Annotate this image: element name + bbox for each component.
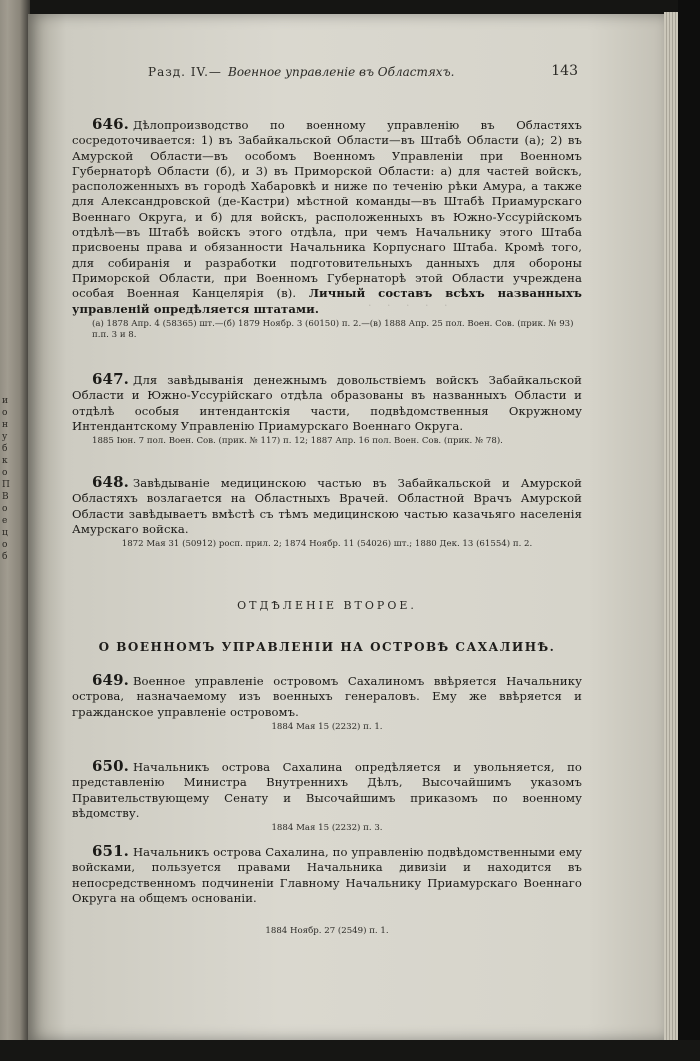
article-body: Начальникъ острова Сахалина опредѣляется и увольняется, по представленію Министра Внутреннихъ Дѣлъ, Высочайшимъ указомъ Правительствующему Сенату и Высочайшимъ приказомъ по военному вѣдомству. [72, 760, 582, 820]
facing-page-fragment: е [2, 516, 8, 526]
facing-page-fragment: о [2, 468, 8, 478]
running-head [148, 65, 578, 83]
page-number: 143 [551, 63, 578, 79]
facing-page-fragment: у [2, 432, 8, 442]
facing-page-fragment: к [2, 456, 8, 466]
article-number: 651. [92, 842, 129, 860]
article-text [72, 673, 582, 720]
background-bottom [0, 1040, 700, 1061]
article-text [72, 475, 582, 537]
facing-page-fragment: б [2, 444, 8, 454]
facing-page-fragment: о [2, 540, 8, 550]
running-head-section: Разд. IV.— [148, 65, 222, 79]
article-citation: 1884 Мая 15 (2232) п. 3. [271, 823, 383, 834]
article-number: 646. [92, 115, 129, 133]
facing-page-fragment: о [2, 408, 8, 418]
facing-page-fragment: П [2, 480, 10, 490]
article-648 [72, 475, 582, 550]
section-heading: О ВОЕННОМЪ УПРАВЛЕНІИ НА ОСТРОВѢ САХАЛИНѢ. [98, 640, 556, 654]
article-body: Для завѣдыванія денежнымъ довольствіемъ войскъ Забайкальской Области и Южно-Уссурійскаго отдѣла образованы въ названныхъ Области и отдѣлѣ особыя интендантскія части, подвѣдомственныя Окружному Интендантскому Управленію Приамурскаго Военнаго Округа. [72, 373, 582, 433]
article-text [72, 117, 582, 317]
article-body: Дѣлопроизводство по военному управленію въ Областяхъ сосредоточивается: 1) въ Забайкальской Области—въ Штабѣ Области (а); 2) въ Амурской Области—въ особомъ Военномъ Управленіи при Военномъ Губернаторѣ Области (б), и 3) въ Приморской Области: а) для частей войскъ, расположенныхъ въ городѣ Хабаровкѣ и ниже по теченію рѣки Амура, а также для Александровской (де-Кастри) мѣстной команды—въ Штабѣ Приамурскаго Военнаго Округа, и б) для войскъ, расположенныхъ въ Южно-Уссурійскомъ отдѣлѣ—въ Штабѣ войскъ этого отдѣла, при чемъ Начальнику этого Штаба присвоены права и обязанности Начальника Корпуснаго Штаба. Кромѣ того, для собиранія и разработки подготовительныхъ данныхъ для обороны Приморской Области, при Военномъ Губернаторѣ этой Области учреждена особая Военная Канцелярія (в). [72, 118, 582, 301]
division-heading: ОТДѢЛЕНІЕ ВТОРОЕ. [237, 599, 417, 612]
article-text [72, 372, 582, 434]
article-647 [72, 372, 582, 447]
article-651 [72, 844, 582, 937]
article-number: 647. [92, 370, 129, 388]
page-content [28, 14, 664, 1040]
show-through-text: · · · · · [368, 299, 454, 312]
facing-page-edge [0, 0, 30, 1061]
article-citation: 1872 Мая 31 (50912) росп. прил. 2; 1874 Ноябр. 11 (54026) шт.; 1880 Дек. 13 (61554) п. 2. [121, 539, 533, 550]
article-number: 648. [92, 473, 129, 491]
article-body: Военное управленіе островомъ Сахалиномъ ввѣряется Начальнику острова, назначаемому изъ военныхъ генераловъ. Ему же ввѣряется и гражданское управленіе островомъ. [72, 674, 582, 719]
facing-page-fragment: б [2, 552, 8, 562]
article-citation: (а) 1878 Апр. 4 (58365) шт.—(б) 1879 Ноябр. 3 (60150) п. 2.—(в) 1888 Апр. 25 пол. Воен. Сов. (прик. № 93) п.п. 3 и 8. [92, 318, 574, 340]
article-citation: 1884 Мая 15 (2232) п. 1. [271, 721, 383, 732]
book-page [28, 14, 664, 1040]
article-body: Начальникъ острова Сахалина, по управленію подвѣдомственными ему войсками, пользуется правами Начальника дивизіи и находится въ непосредственномъ подчиненіи Главному Начальнику Приамурскаго Военнаго Округа на общемъ основаніи. [72, 845, 582, 905]
running-head-title: Военное управленіе въ Областяхъ. [228, 65, 455, 79]
facing-page-fragment: ц [2, 528, 8, 538]
article-citation: 1884 Ноябр. 27 (2549) п. 1. [265, 926, 389, 937]
facing-page-fragment: о [2, 504, 8, 514]
article-text [72, 759, 582, 821]
facing-page-fragment: и [2, 396, 8, 406]
article-number: 650. [92, 757, 129, 775]
article-646 [72, 117, 582, 341]
facing-page-fragment: н [2, 420, 8, 430]
article-number: 649. [92, 671, 129, 689]
facing-page-fragments [2, 395, 12, 775]
facing-page-fragment: В [2, 492, 9, 502]
page-block-edges [664, 12, 678, 1046]
article-bold-tail: Личный составъ всѣхъ названныхъ управленій опредѣляется штатами. [72, 286, 582, 316]
article-649 [72, 673, 582, 733]
article-650 [72, 759, 582, 834]
article-text [72, 844, 582, 906]
background-right [678, 0, 700, 1061]
article-body: Завѣдываніе медицинскою частью въ Забайкальской и Амурской Областяхъ возлагается на Областныхъ Врачей. Областной Врачъ Амурской Области завѣдываетъ вмѣстѣ съ тѣмъ медицинскою частью казачьяго населенія Амурскаго войска. [72, 476, 582, 536]
article-citation: 1885 Іюн. 7 пол. Воен. Сов. (прик. № 117) п. 12; 1887 Апр. 16 пол. Воен. Сов. (прик. № 78). [92, 436, 503, 447]
